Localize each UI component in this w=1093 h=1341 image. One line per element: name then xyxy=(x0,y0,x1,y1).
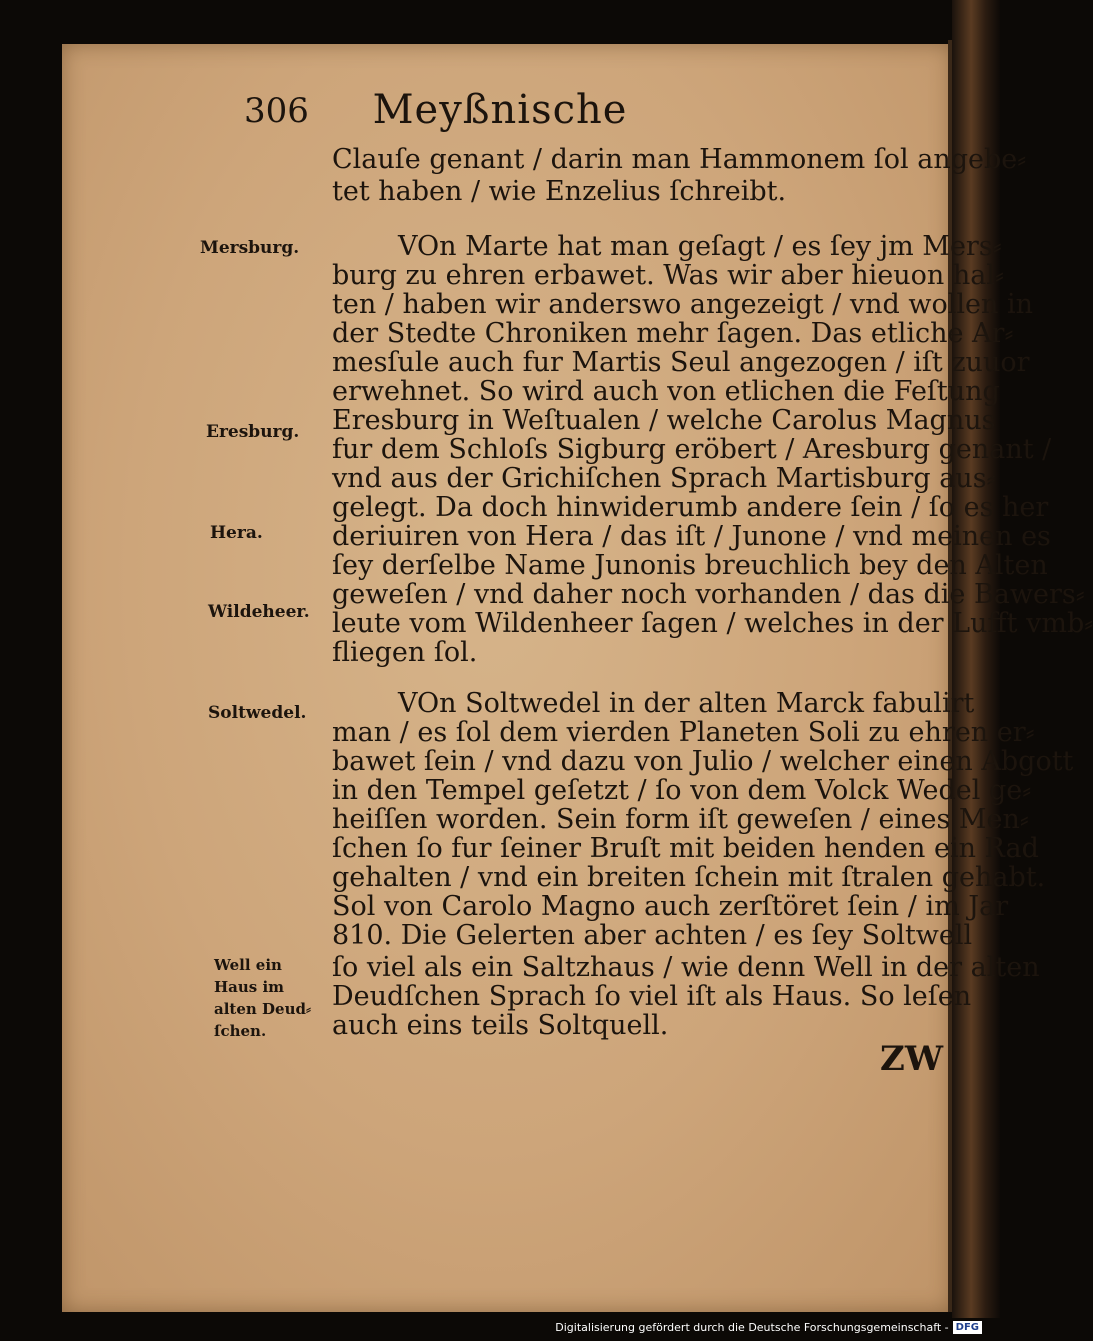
credit-text: Digitalisierung gefördert durch die Deutsche Forschungsgemeinschaft - xyxy=(555,1320,949,1334)
margin-note: Mersburg. xyxy=(200,238,300,258)
body-line: geweſen / vnd daher noch vorhanden / das die Bawers⸗ xyxy=(332,579,1085,610)
body-line: heiſſen worden. Sein form iſt geweſen / eines Men⸗ xyxy=(332,804,1029,835)
body-line: ſchen ſo fur ſeiner Bruſt mit beiden henden ein Rad xyxy=(332,833,1039,864)
body-line: ten / haben wir anderswo angezeigt / vnd wollen in xyxy=(332,289,1033,320)
body-line: gehalten / vnd ein breiten ſchein mit ſtralen gehabt. xyxy=(332,862,1046,893)
book-spine xyxy=(952,0,1000,1318)
body-line: bawet ſein / vnd dazu von Julio / welcher einen Abgott xyxy=(332,746,1074,777)
body-line: mesſule auch fur Martis Seul angezogen / iſt zuuor xyxy=(332,347,1030,378)
margin-note: alten Deud⸗ xyxy=(214,1000,311,1018)
body-line: burg zu ehren erbawet. Was wir aber hieuon hal⸗ xyxy=(332,260,1004,291)
body-line: Deudſchen Sprach ſo viel iſt als Haus. So leſen xyxy=(332,981,972,1012)
body-line: deriuiren von Hera / das iſt / Junone / vnd meinen es xyxy=(332,521,1051,552)
body-line: Clauſe genant / darin man Hammonem ſol angebe⸗ xyxy=(332,144,1027,175)
body-line: man / es ſol dem vierden Planeten Soli zu ehren er⸗ xyxy=(332,717,1035,748)
body-line: ſo viel als ein Saltzhaus / wie denn Well in der alten xyxy=(332,952,1040,983)
body-line: leute vom Wildenheer ſagen / welches in der Lufft vmb⸗ xyxy=(332,608,1093,639)
body-line: erwehnet. So wird auch von etlichen die Feſtung xyxy=(332,376,1000,407)
body-line: Eresburg in Weſtualen / welche Carolus Magnus xyxy=(332,405,996,436)
body-line: VOn Marte hat man geſagt / es ſey jm Mers⸗ xyxy=(398,231,1002,262)
body-line: auch eins teils Soltquell. xyxy=(332,1010,669,1041)
page-number: 306 xyxy=(244,91,309,131)
dfg-logo-icon: DFG xyxy=(953,1321,982,1334)
body-line: Sol von Carolo Magno auch zerſtöret ſein / im Jar xyxy=(332,891,1009,922)
margin-note: Hera. xyxy=(210,523,263,543)
body-line: tet haben / wie Enzelius ſchreibt. xyxy=(332,176,787,207)
margin-note: Eresburg. xyxy=(206,422,300,442)
margin-note: Wildeheer. xyxy=(208,602,310,622)
body-line: vnd aus der Grichiſchen Sprach Martisburg aus⸗ xyxy=(332,463,996,494)
body-line: der Stedte Chroniken mehr ſagen. Das etliche Ar⸗ xyxy=(332,318,1014,349)
body-line: fliegen ſol. xyxy=(332,637,478,668)
body-line: in den Tempel geſetzt / ſo von dem Volck Wedel ge⸗ xyxy=(332,775,1032,806)
margin-note: Soltwedel. xyxy=(208,703,307,723)
catchword: ZW xyxy=(880,1039,944,1079)
running-title: Meyßnische xyxy=(372,87,628,133)
body-line: 810. Die Gelerten aber achten / es ſey Soltwell xyxy=(332,920,973,951)
body-line: VOn Soltwedel in der alten Marck fabulirt xyxy=(398,688,975,719)
digitization-credit xyxy=(555,1319,982,1335)
margin-note: Haus im xyxy=(214,978,285,996)
margin-note: Well ein xyxy=(214,956,282,974)
margin-note: ſchen. xyxy=(214,1022,267,1040)
body-line: gelegt. Da doch hinwiderumb andere ſein / ſo es her xyxy=(332,492,1049,523)
body-line: fur dem Schloſs Sigburg eröbert / Aresburg genant / xyxy=(332,434,1052,465)
body-line: ſey derſelbe Name Junonis breuchlich bey den Alten xyxy=(332,550,1048,581)
